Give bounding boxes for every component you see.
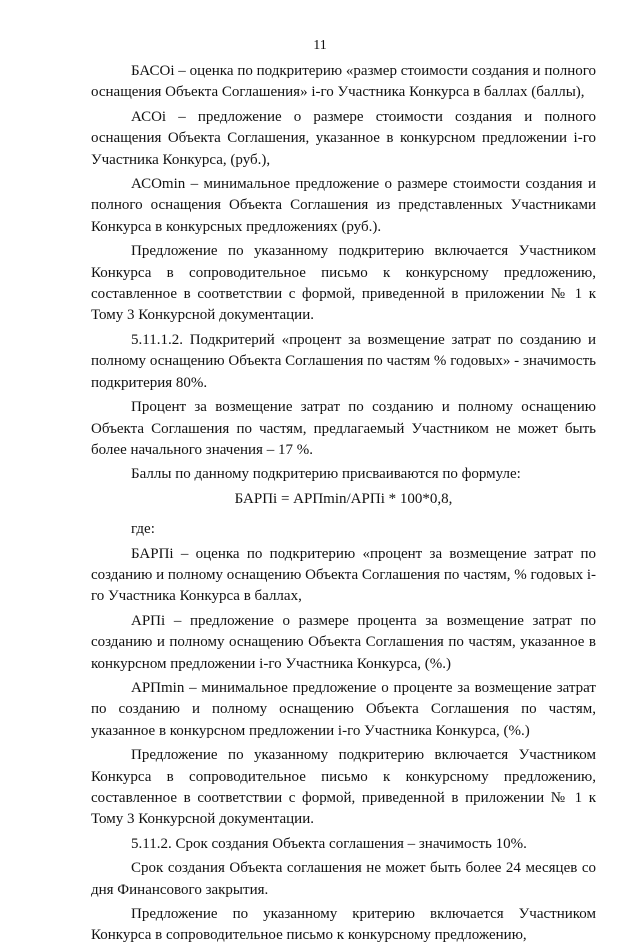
paragraph-proposal-inclusion-2: Предложение по указанному подкритерию включается Участником Конкурса в сопроводительное письмо к конкурсному предложению, составленное в соответствии с формой, приведенной в приложении № 1 к Тому 3 Конкурсной документации. (91, 747, 596, 828)
definition-aso: АСОi – предложение о размере стоимости создания и полного оснащения Объекта Соглашения, указанное в конкурсном предложении i-го Участника Конкурса, (руб.), (91, 108, 596, 168)
section-5-11-2: 5.11.2. Срок создания Объекта соглашения – значимость 10%. (131, 835, 527, 852)
document-body (91, 61, 596, 950)
paragraph-formula-intro: Баллы по данному подкритерию присваиваются по формуле: (131, 466, 521, 483)
paragraph-percent-limit: Процент за возмещение затрат по созданию и полному оснащению Объекта Соглашения по частям, предлагаемый Участником не может быть более начального значения – 17 %. (91, 399, 596, 458)
definition-arpmin: АРПmin – минимальное предложение о проценте за возмещение затрат по созданию и полному оснащению Объекта Соглашения по частям, указанное в конкурсном предложении i-го Участника Конкурса, (%.) (91, 679, 596, 739)
definition-barp: БАРПi – оценка по подкритерию «процент за возмещение затрат по созданию и полному оснащению Объекта Соглашения по частям, % годовых i-го Участника Конкурса в баллах, (91, 545, 596, 605)
paragraph-where: где: (131, 521, 155, 538)
page-number: 11 (313, 38, 327, 53)
definition-arp: АРПi – предложение о размере процента за возмещение затрат по созданию и полному оснащению Объекта Соглашения по частям, указанное в конкурсном предложении i-го Участника Конкурса, (%.) (91, 612, 596, 672)
definition-asomin: АСОmin – минимальное предложение о размере стоимости создания и полного оснащения Объекта Соглашения из представленных Участниками Конкурса в конкурсных предложениях (руб.). (91, 176, 596, 235)
paragraph-creation-term: Срок создания Объекта соглашения не может быть более 24 месяцев со дня Финансового закрытия. (91, 860, 596, 898)
formula-barp: БАРПi = АРПmin/АРПi * 100*0,8, (234, 490, 453, 507)
paragraph-criterion-inclusion: Предложение по указанному критерию включается Участником Конкурса в сопроводительное письмо к конкурсному предложению, (91, 906, 596, 944)
section-5-11-1-2: 5.11.1.2. Подкритерий «процент за возмещение затрат по созданию и полному оснащению Объекта Соглашения по частям % годовых» - значимость подкритерия 80%. (91, 331, 596, 391)
definition-baso: БАСОi – оценка по подкритерию «размер стоимости создания и полного оснащения Объекта Соглашения» i-го Участника Конкурса в баллах (баллы), (91, 63, 596, 101)
paragraph-proposal-inclusion: Предложение по указанному подкритерию включается Участником Конкурса в сопроводительное письмо к конкурсному предложению, составленное в соответствии с формой, приведенной в приложении № 1 к Тому 3 Конкурсной документации. (91, 243, 596, 324)
